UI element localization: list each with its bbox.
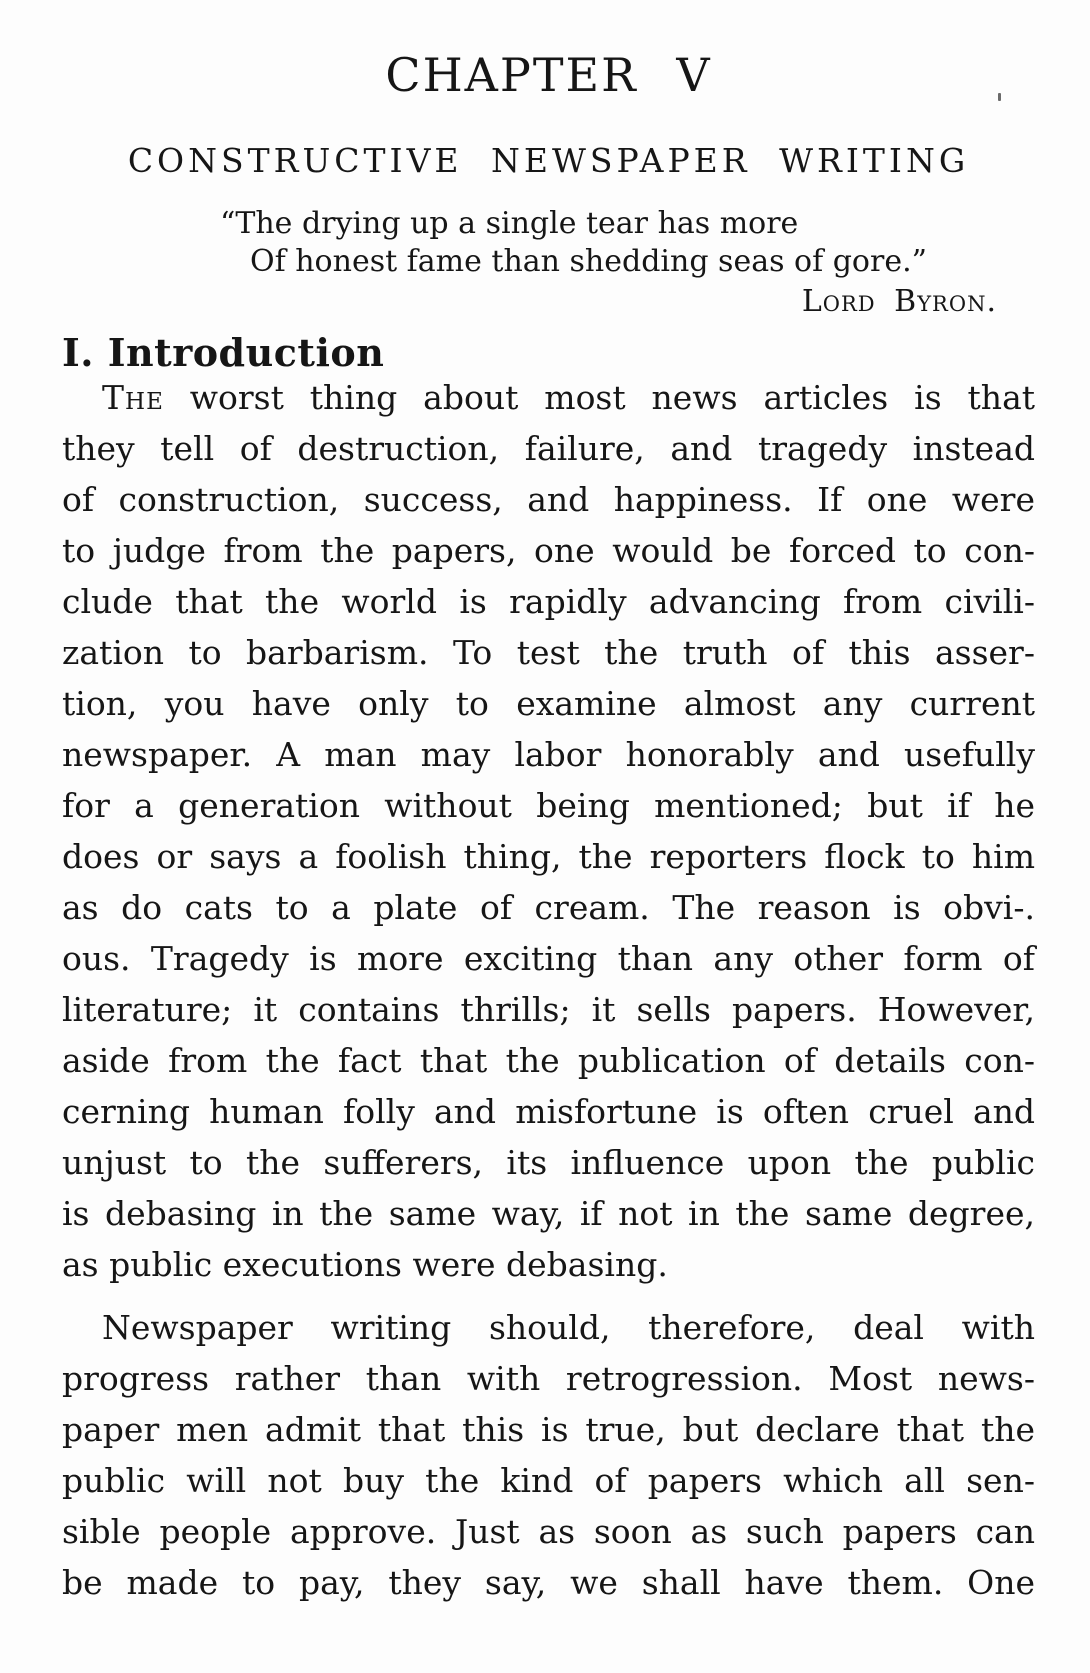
lead-word-smallcaps: The bbox=[102, 378, 164, 417]
text-line: does or says a foolish thing, the reporters flock to him bbox=[62, 837, 1035, 876]
text-line: sible people approve. Just as soon as such papers can bbox=[62, 1512, 1035, 1551]
text-line: aside from the fact that the publication of details con- bbox=[62, 1041, 1035, 1080]
text-line: cerning human folly and misfortune is often cruel and bbox=[62, 1092, 1035, 1131]
section-heading: I. Introduction bbox=[62, 330, 385, 375]
text-line: for a generation without being mentioned; but if he bbox=[62, 786, 1035, 825]
chapter-title: CHAPTER V bbox=[385, 48, 712, 102]
text-line: of construction, success, and happiness. If one were bbox=[62, 480, 1035, 519]
paragraph bbox=[62, 372, 1035, 1290]
text-line: zation to barbarism. To test the truth of this asser- bbox=[62, 633, 1035, 672]
epigraph-line-2: Of honest fame than shedding seas of gore.” bbox=[250, 244, 927, 279]
body-text bbox=[62, 372, 1035, 1608]
text-line: unjust to the sufferers, its influence upon the public bbox=[62, 1143, 1035, 1182]
text-line: Newspaper writing should, therefore, deal with bbox=[102, 1308, 1035, 1347]
text-line: is debasing in the same way, if not in the same degree, bbox=[62, 1194, 1035, 1233]
text-line: tion, you have only to examine almost any current bbox=[62, 684, 1035, 723]
text-line: be made to pay, they say, we shall have them. One bbox=[62, 1563, 1035, 1602]
chapter-subtitle: CONSTRUCTIVE NEWSPAPER WRITING bbox=[127, 141, 970, 180]
text-line: The worst thing about most news articles is that bbox=[102, 378, 1035, 417]
text-line: as do cats to a plate of cream. The reason is obvi-. bbox=[62, 888, 1035, 927]
paragraph bbox=[62, 1302, 1035, 1608]
epigraph-line-1: “The drying up a single tear has more bbox=[220, 206, 799, 241]
text-line: clude that the world is rapidly advancing from civili- bbox=[62, 582, 1035, 621]
text-line: progress rather than with retrogression. Most news- bbox=[62, 1359, 1035, 1398]
text-line: public will not buy the kind of papers which all sen- bbox=[62, 1461, 1035, 1500]
text-line: ous. Tragedy is more exciting than any other form of bbox=[62, 939, 1035, 978]
text-line: paper men admit that this is true, but declare that the bbox=[62, 1410, 1035, 1449]
text-line: to judge from the papers, one would be forced to con- bbox=[62, 531, 1035, 570]
epigraph bbox=[62, 205, 1035, 321]
epigraph-attribution: Lord Byron. bbox=[801, 284, 997, 319]
text-line: literature; it contains thrills; it sells papers. However, bbox=[62, 990, 1035, 1029]
text-line: they tell of destruction, failure, and tragedy instead bbox=[62, 429, 1035, 468]
text-line: as public executions were debasing. bbox=[62, 1245, 668, 1284]
text-line: newspaper. A man may labor honorably and usefully bbox=[62, 735, 1035, 774]
